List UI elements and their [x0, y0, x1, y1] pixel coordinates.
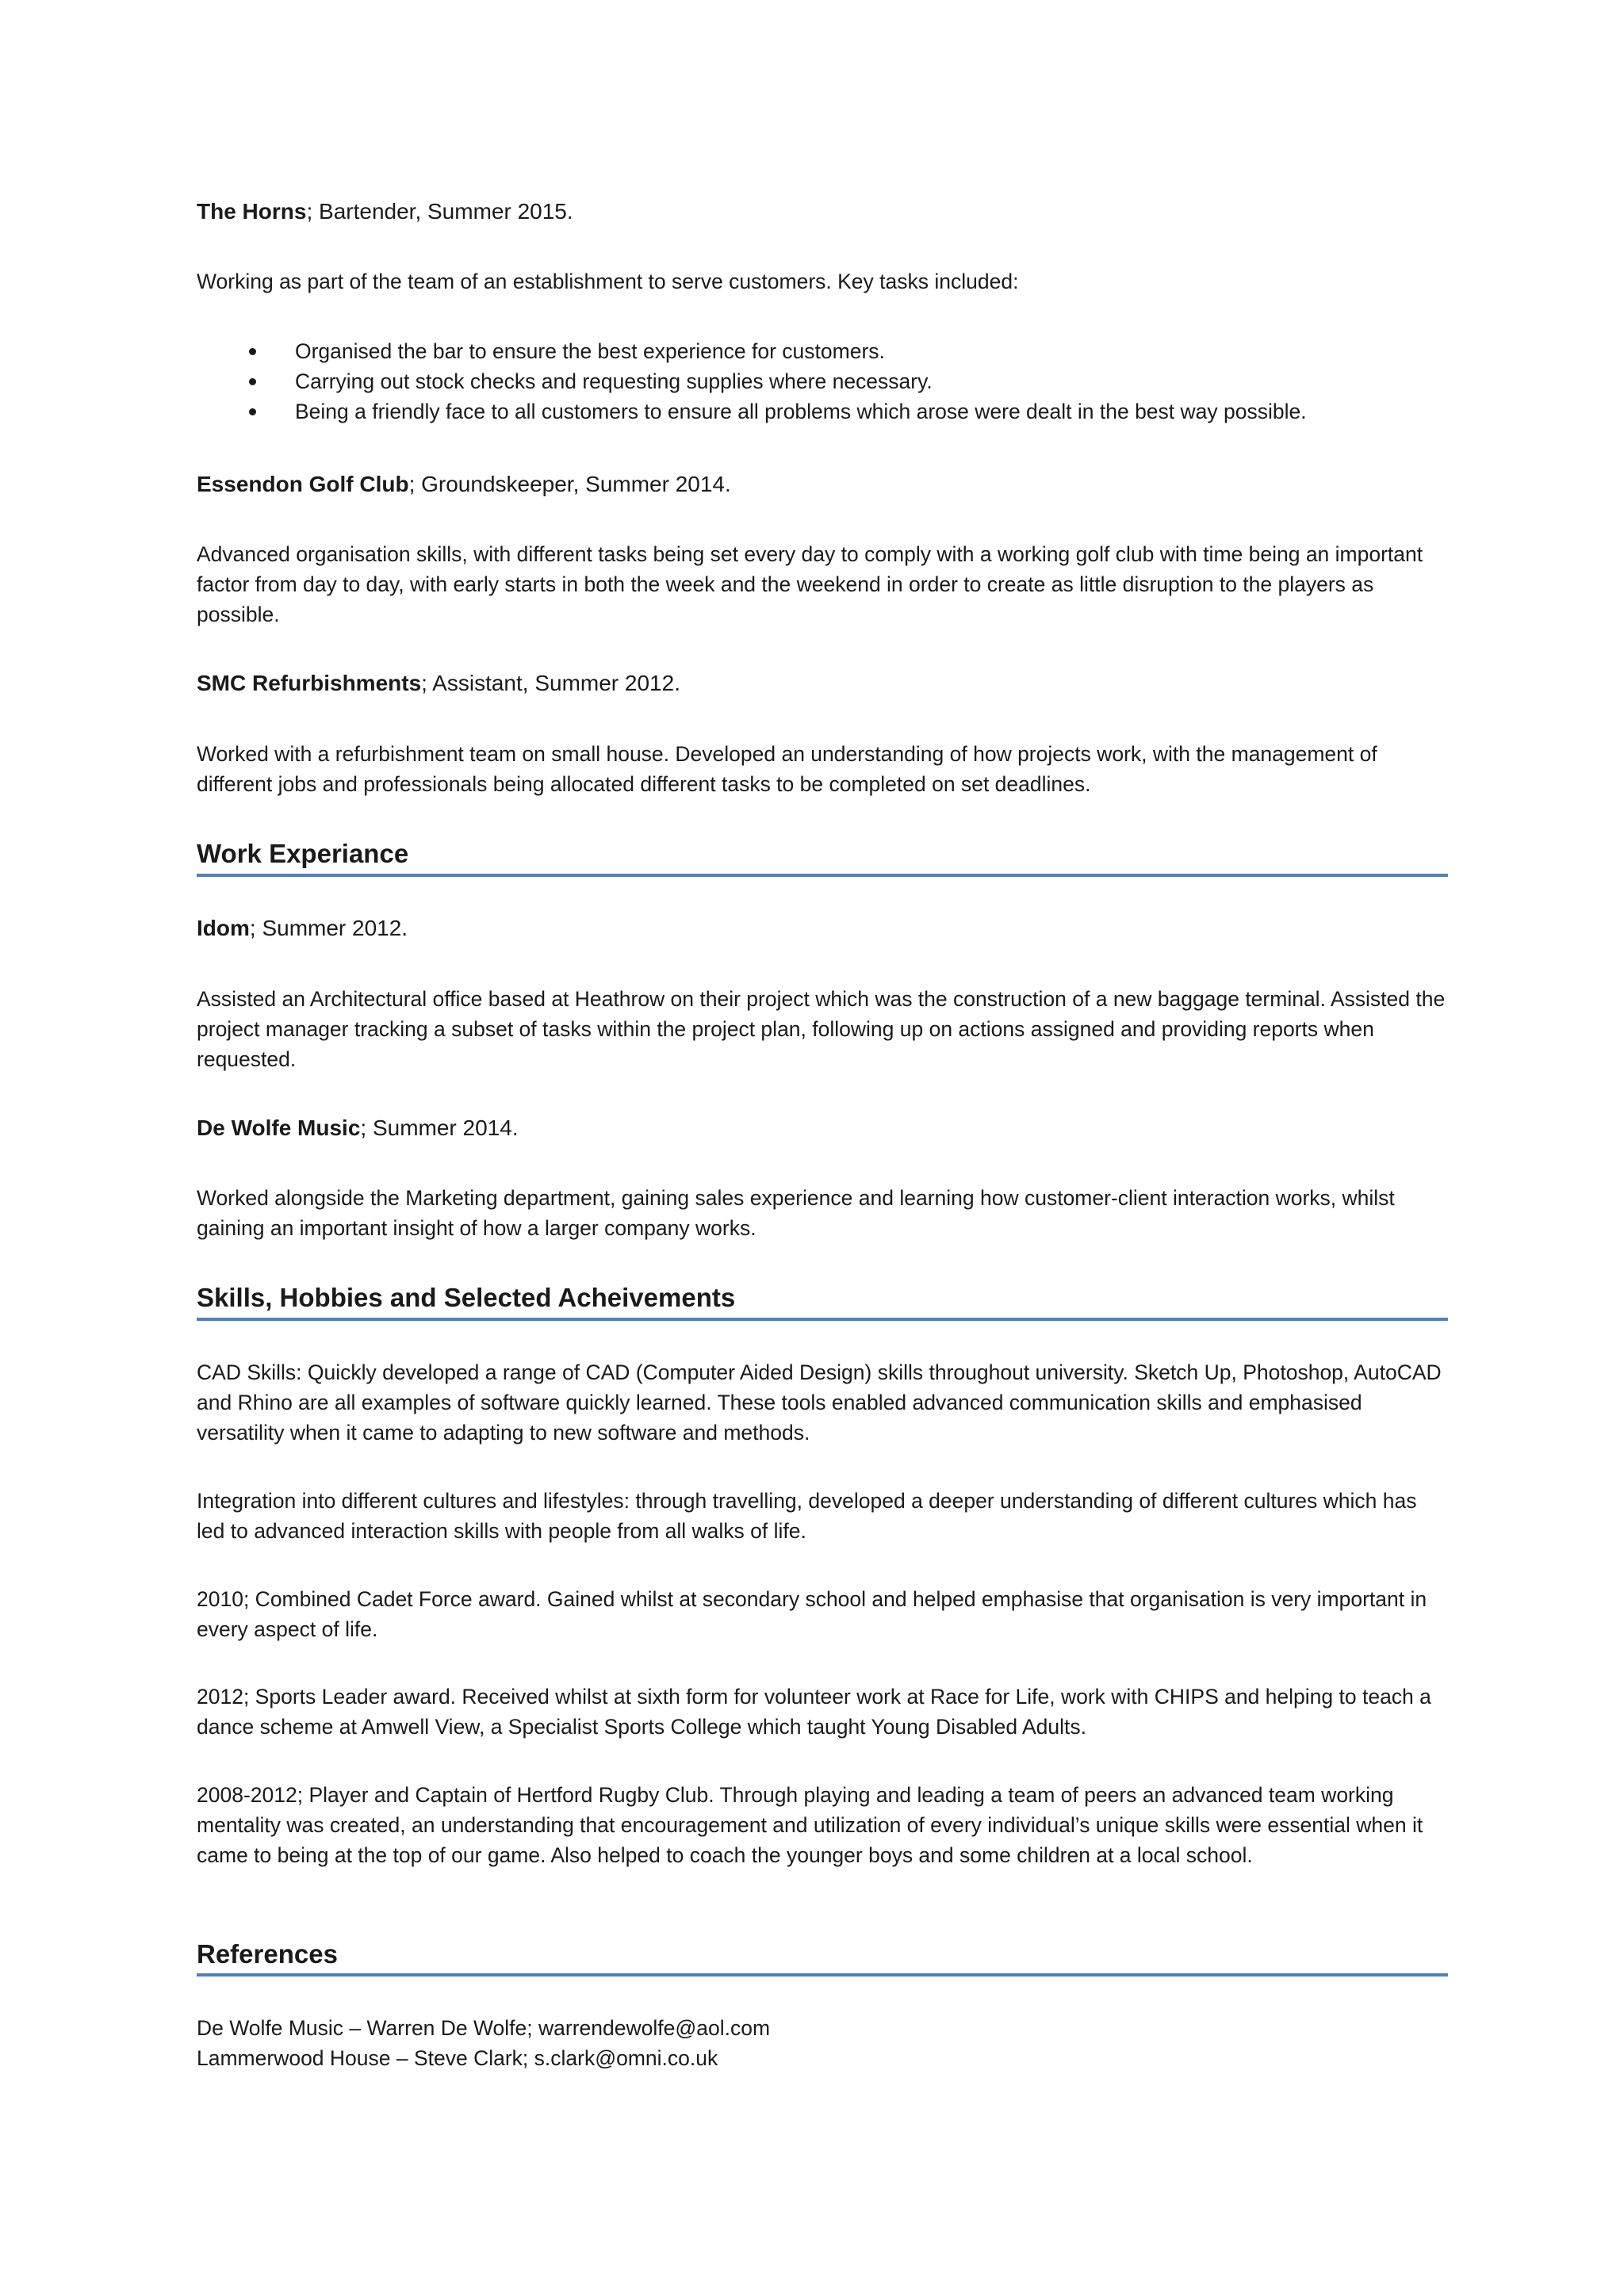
job-details: ; Groundskeeper, Summer 2014. [408, 472, 731, 496]
list-item [197, 366, 1465, 396]
references-list [197, 2013, 770, 2073]
skill-paragraph-integration: Integration into different cultures and lifestyles: through travelling, developed a deeper understanding of different cultures which has led to advanced interaction skills with people from all walks of life. [197, 1489, 1417, 1543]
section-divider [197, 1318, 1448, 1321]
list-item-text: Being a friendly face to all customers to ensure all problems which arose were dealt in the best way possible. [295, 400, 1307, 423]
bullet-icon [249, 408, 256, 415]
list-item-text: Carrying out stock checks and requesting supplies where necessary. [295, 369, 933, 393]
bullet-icon [249, 348, 256, 355]
bullet-icon [249, 378, 256, 385]
job-description: Assisted an Architectural office based at Heathrow on their project which was the construction of a new baggage terminal. Assisted the project manager tracking a subset of tasks within the project plan, following up on actions assigned and providing reports when requested. [197, 987, 1446, 1071]
achievement-paragraph-rugby: 2008-2012; Player and Captain of Hertford Rugby Club. Through playing and leading a team of peers an advanced team working mentality was created, an understanding that encouragement and utilization of every individual’s unique skills were essential when it came to being at the top of our game. Also helped to coach the younger boys and some children at a local school. [197, 1783, 1423, 1867]
employer-name: Idom [197, 916, 250, 940]
list-item [197, 336, 1465, 366]
job-description: Advanced organisation skills, with different tasks being set every day to comply with a working golf club with time being an important factor from day to day, with early starts in both the week and the weekend in order to create as little disruption to the players as possible. [197, 542, 1423, 626]
job-details: ; Summer 2012. [249, 916, 408, 940]
list-item-text: Organised the bar to ensure the best experience for customers. [295, 339, 885, 363]
job-details: ; Assistant, Summer 2012. [421, 671, 680, 695]
section-divider [197, 1973, 1448, 1976]
job-intro: Working as part of the team of an establishment to serve customers. Key tasks included: [197, 270, 1019, 293]
reference-line: De Wolfe Music – Warren De Wolfe; warrendewolfe@aol.com [197, 2016, 771, 2040]
job-details: ; Summer 2014. [360, 1115, 519, 1140]
achievement-paragraph-cadet: 2010; Combined Cadet Force award. Gained whilst at secondary school and helped emphasise that organisation is very important in every aspect of life. [197, 1587, 1427, 1641]
reference-line: Lammerwood House – Steve Clark; s.clark@omni.co.uk [197, 2046, 718, 2070]
section-title-work-experience: Work Experiance [197, 839, 409, 868]
job-description: Worked with a refurbishment team on small house. Developed an understanding of how projects work, with the management of different jobs and professionals being allocated different tasks to be completed on set deadlines. [197, 742, 1377, 796]
section-title-references: References [197, 1939, 338, 1969]
job-heading-the-horns [197, 197, 573, 227]
employer-name: SMC Refurbishments [197, 671, 422, 695]
job-heading-smc-refurbishments [197, 668, 680, 698]
job-heading-de-wolfe-music [197, 1113, 519, 1143]
employer-name: The Horns [197, 199, 307, 224]
list-item [197, 396, 1465, 427]
job-heading-essendon-golf-club [197, 469, 731, 499]
skill-paragraph-cad: CAD Skills: Quickly developed a range of CAD (Computer Aided Design) skills throughout university. Sketch Up, Photoshop, AutoCAD and Rhino are all examples of software quickly learned. These tools enabled advanced communication skills and emphasised versatility when it came to adapting to new software and methods. [197, 1360, 1442, 1445]
job-details: ; Bartender, Summer 2015. [306, 199, 573, 224]
job-description: Worked alongside the Marketing department, gaining sales experience and learning how customer-client interaction works, whilst gaining an important insight of how a larger company works. [197, 1186, 1395, 1240]
employer-name: De Wolfe Music [197, 1115, 361, 1140]
section-divider [197, 874, 1448, 877]
job-heading-idom [197, 913, 408, 943]
task-list [197, 336, 1465, 427]
section-title-skills: Skills, Hobbies and Selected Acheivements [197, 1283, 736, 1312]
employer-name: Essendon Golf Club [197, 472, 409, 496]
achievement-paragraph-sports-leader: 2012; Sports Leader award. Received whilst at sixth form for volunteer work at Race for Life, work with CHIPS and helping to teach a dance scheme at Amwell View, a Specialist Sports College which taught Young Disabled Adults. [197, 1685, 1431, 1739]
